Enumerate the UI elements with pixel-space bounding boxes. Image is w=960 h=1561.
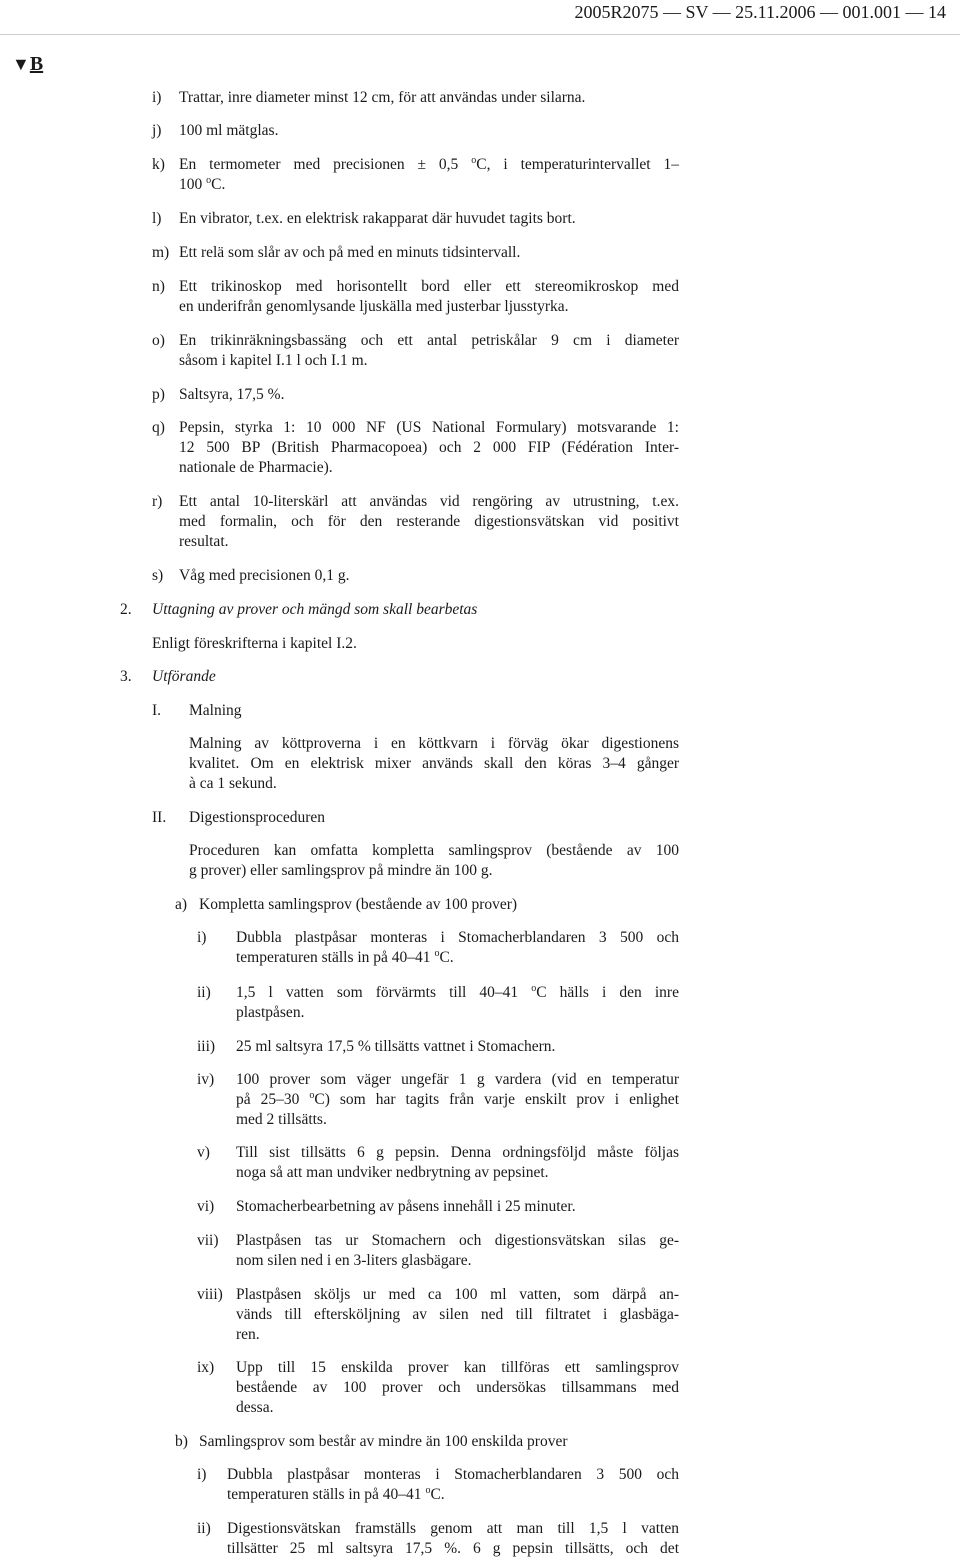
list-item-text: En vibrator, t.ex. en elektrisk rakapparat där huvudet tagits bort. <box>179 210 576 227</box>
list-item-label: l) <box>152 210 162 227</box>
list-item-label: m) <box>152 244 170 261</box>
step-text: Dubbla plastpåsar monteras i Stomacherblandaren 3 500 och temperaturen ställs in på 40–41 $^o$C. <box>236 929 679 966</box>
step-text: Digestionsvätskan framställs genom att man till 1,5 l vatten tillsätter 25 ml saltsyra 17,5 %. 6 g pepsin tillsätts, och det <box>227 1520 679 1557</box>
step-text: 100 prover som väger ungefär 1 g vardera (vid en temperatur på 25–30 $^o$C) som har tagits från varje enskilt prov i enlighet med 2 tillsätts. <box>236 1071 679 1128</box>
list-item-label: i) <box>152 89 162 106</box>
step-label: iv) <box>197 1071 215 1088</box>
list-item-label: r) <box>152 493 163 510</box>
step-label: vi) <box>197 1198 215 1215</box>
step-text: 1,5 l vatten som förvärmts till 40–41 $^o$C hälls i den inre plastpåsen. <box>236 983 679 1021</box>
step-label: viii) <box>197 1286 223 1303</box>
step-label: vii) <box>197 1232 219 1249</box>
part-label: a) <box>175 896 188 913</box>
step-text: Dubbla plastpåsar monteras i Stomacherblandaren 3 500 och temperaturen ställs in på 40–41 $^o$C. <box>227 1466 679 1503</box>
step-text: Plastpåsen tas ur Stomachern och digestionsvätskan silas ge- nom silen ned i en 3-liters glasbägare. <box>236 1232 679 1269</box>
list-item-label: n) <box>152 278 165 295</box>
list-item-label: k) <box>152 156 165 173</box>
step-label: i) <box>197 1466 207 1483</box>
part-title: Kompletta samlingsprov (bestående av 100 prover) <box>199 896 518 913</box>
marker-label: B <box>29 53 44 75</box>
subsection-number: II. <box>152 809 167 826</box>
part-title: Samlingsprov som består av mindre än 100 enskilda prover <box>199 1433 568 1450</box>
step-label: ii) <box>197 1520 211 1537</box>
step-text: Stomacherbearbetning av påsens innehåll i 25 minuter. <box>236 1198 576 1215</box>
list-item-label: o) <box>152 332 165 349</box>
list-item-label: s) <box>152 567 164 584</box>
step-label: ii) <box>197 984 211 1001</box>
page-header: 2005R2075 — SV — 25.11.2006 — 001.001 — 14 <box>574 2 946 22</box>
step-text: Plastpåsen sköljs ur med ca 100 ml vatten, som därpå an- vänds till eftersköljning av silen ned till filtratet i glasbäga- ren. <box>236 1286 679 1343</box>
subsection-number: I. <box>152 702 162 719</box>
list-item-text: Saltsyra, 17,5 %. <box>179 386 285 403</box>
subsection-title: Malning <box>189 702 242 719</box>
step-text: 25 ml saltsyra 17,5 % tillsätts vattnet i Stomachern. <box>236 1038 556 1055</box>
list-item-text: 100 ml mätglas. <box>179 122 279 139</box>
part-label: b) <box>175 1433 188 1450</box>
list-item-text: Våg med precisionen 0,1 g. <box>179 567 350 584</box>
section-number: 2. <box>120 601 132 618</box>
step-text: Upp till 15 enskilda prover kan tillföras ett samlingsprov bestående av 100 prover och undersökas tillsammans med dessa. <box>236 1359 679 1416</box>
list-item-text: Ett antal 10-literskärl att användas vid rengöring av utrustning, t.ex. med formalin, och för den resterande digestionsvätskan vid positivt resultat. <box>179 493 679 550</box>
list-item-label: j) <box>152 122 162 139</box>
step-label: v) <box>197 1144 210 1161</box>
section-text: Enligt föreskrifterna i kapitel I.2. <box>152 635 357 652</box>
list-item-text: Trattar, inre diameter minst 12 cm, för att användas under silarna. <box>179 89 586 106</box>
step-label: i) <box>197 929 207 946</box>
list-item-text: En trikinräkningsbassäng och ett antal petriskålar 9 cm i diameter såsom i kapitel I.1 l och I.1 m. <box>179 332 679 369</box>
list-item-text: Ett trikinoskop med horisontellt bord eller ett stereomikroskop med en underifrån genomlysande ljuskälla med justerbar ljusstyrka. <box>179 278 679 315</box>
step-label: iii) <box>197 1038 216 1055</box>
header-divider <box>0 34 960 35</box>
section-title: Utförande <box>152 668 216 685</box>
step-label: ix) <box>197 1359 215 1376</box>
subsection-text: Proceduren kan omfatta kompletta samlingsprov (bestående av 100 g prover) eller samlingsprov på mindre än 100 g. <box>189 842 679 879</box>
step-text: Till sist tillsätts 6 g pepsin. Denna ordningsföljd måste följas noga så att man undviker nedbrytning av pepsinet. <box>236 1144 679 1181</box>
section-title: Uttagning av prover och mängd som skall bearbetas <box>152 601 478 618</box>
list-item-text: Pepsin, styrka 1: 10 000 NF (US National Formulary) motsvarande 1: 12 500 BP (British Pharmacopoea) och 2 000 FIP (Fédération Inter- nationale de Pharmacie). <box>179 419 679 476</box>
list-item-text: Ett relä som slår av och på med en minuts tidsintervall. <box>179 244 521 261</box>
list-item-label: q) <box>152 419 165 436</box>
list-item-label: p) <box>152 386 165 403</box>
list-item-text: En termometer med precisionen ± 0,5 $^o$C, i temperaturintervallet 1– 100 $^o$C. <box>179 155 679 193</box>
section-number: 3. <box>120 668 132 685</box>
subsection-text: Malning av köttproverna i en köttkvarn i förväg ökar digestionens kvalitet. Om en elektrisk mixer används skall den köras 3–4 gånger à ca 1 sekund. <box>189 735 679 792</box>
triangle-down-icon: ▼ <box>12 54 30 74</box>
amendment-marker <box>12 54 43 74</box>
subsection-title: Digestionsproceduren <box>189 809 326 826</box>
